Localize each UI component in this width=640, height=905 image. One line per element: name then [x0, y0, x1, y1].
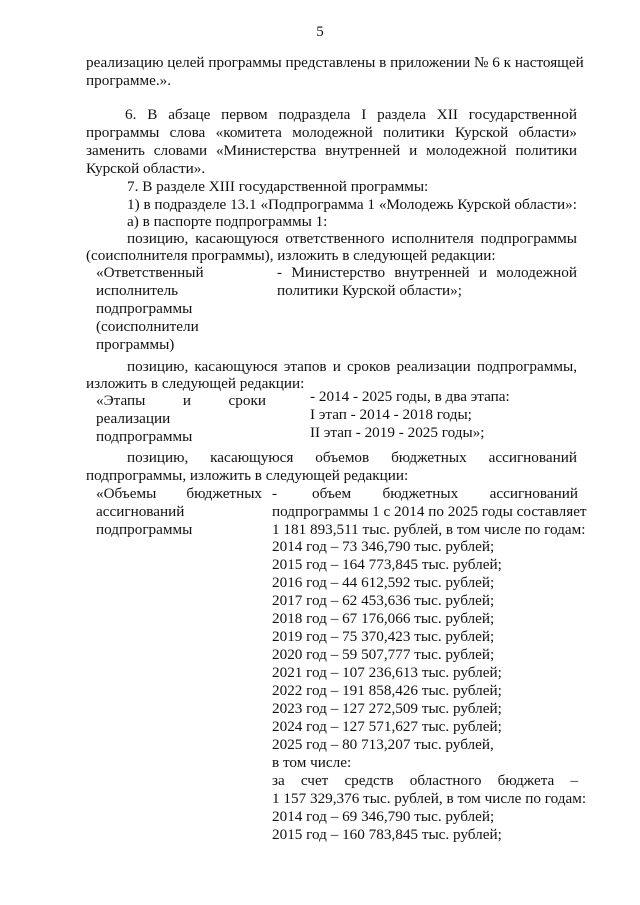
row2-label-line-1: «Этапы и сроки — [96, 392, 266, 409]
pos2-line-2: изложить в следующей редакции: — [86, 375, 305, 392]
pos1-line-2: (соисполнителя программы), изложить в следующей редакции: — [86, 247, 496, 264]
row1-label-line-5: программы) — [96, 336, 175, 353]
year-2023: 2023 год – 127 272,509 тыс. рублей; — [272, 700, 502, 717]
row1-label-line-1: «Ответственный — [96, 264, 204, 281]
intro-line-1: реализацию целей программы представлены в приложении № 6 к настоящей — [86, 54, 584, 71]
intro-line-2: программе.». — [86, 72, 172, 89]
page-number: 5 — [316, 24, 324, 40]
row3-label-line-3: подпрограммы — [96, 521, 193, 538]
row2-label-line-3: подпрограммы — [96, 428, 193, 445]
row1-label-line-2: исполнитель — [96, 282, 179, 299]
item7-subsection: 1) в подразделе 13.1 «Подпрограмма 1 «Молодежь Курской области»: — [127, 196, 577, 213]
item6-line-4: Курской области». — [86, 160, 206, 177]
row3-head-line-2: подпрограммы 1 с 2014 по 2025 годы составляет — [272, 503, 587, 520]
row1-label-line-3: подпрограммы — [96, 300, 193, 317]
year-2015: 2015 год – 164 773,845 тыс. рублей; — [272, 556, 502, 573]
item7-passport: а) в паспорте подпрограммы 1: — [127, 213, 328, 230]
row3-label-line-2: ассигнований — [96, 503, 185, 520]
row3-head-line-3: 1 181 893,511 тыс. рублей, в том числе по годам: — [272, 521, 586, 538]
year-2019: 2019 год – 75 370,423 тыс. рублей; — [272, 628, 495, 645]
row2-value-line-2: I этап - 2014 - 2018 годы; — [310, 406, 472, 423]
row2-label-line-2: реализации — [96, 410, 171, 427]
pos3-line-1: позицию, касающуюся объемов бюджетных ассигнований — [127, 449, 577, 466]
item6-line-1: 6. В абзаце первом подраздела I раздела XII государственной — [125, 106, 577, 123]
item6-line-3: заменить словами «Министерства внутренней и молодежной политики — [86, 142, 577, 159]
year-2020: 2020 год – 59 507,777 тыс. рублей; — [272, 646, 495, 663]
regional-year-2015: 2015 год – 160 783,845 тыс. рублей; — [272, 826, 502, 843]
pos3-line-2: подпрограммы, изложить в следующей редакции: — [86, 467, 409, 484]
item7-title: 7. В разделе XIII государственной программы: — [127, 178, 429, 195]
row1-value-line-2: политики Курской области»; — [277, 282, 462, 299]
year-2021: 2021 год – 107 236,613 тыс. рублей; — [272, 664, 502, 681]
row3-head-line-1: объем бюджетных ассигнований — [312, 485, 578, 502]
row3-dash: - — [272, 485, 278, 502]
year-2014: 2014 год – 73 346,790 тыс. рублей; — [272, 538, 495, 555]
year-2018: 2018 год – 67 176,066 тыс. рублей; — [272, 610, 495, 627]
year-2017: 2017 год – 62 453,636 тыс. рублей; — [272, 592, 495, 609]
regional-budget-total: 1 157 329,376 тыс. рублей, в том числе по годам: — [272, 790, 587, 807]
including-label: в том числе: — [272, 754, 352, 771]
pos1-line-1: позицию, касающуюся ответственного исполнителя подпрограммы — [127, 230, 577, 247]
regional-year-2014: 2014 год – 69 346,790 тыс. рублей; — [272, 808, 495, 825]
row2-value-line-1: - 2014 - 2025 годы, в два этапа: — [310, 388, 510, 405]
year-2016: 2016 год – 44 612,592 тыс. рублей; — [272, 574, 495, 591]
row1-label-line-4: (соисполнители — [96, 318, 199, 335]
pos2-line-1: позицию, касающуюся этапов и сроков реализации подпрограммы, — [127, 358, 577, 375]
row1-value-line-1: - Министерство внутренней и молодежной — [277, 264, 577, 281]
item6-line-2: программы слова «комитета молодежной политики Курской области» — [86, 124, 577, 141]
row3-label-line-1: «Объемы бюджетных — [96, 485, 262, 502]
year-2024: 2024 год – 127 571,627 тыс. рублей; — [272, 718, 502, 735]
row2-value-line-3: II этап - 2019 - 2025 годы»; — [310, 424, 485, 441]
year-2025: 2025 год – 80 713,207 тыс. рублей, — [272, 736, 494, 753]
year-2022: 2022 год – 191 858,426 тыс. рублей; — [272, 682, 502, 699]
regional-budget-head: за счет средств областного бюджета – — [272, 772, 578, 789]
